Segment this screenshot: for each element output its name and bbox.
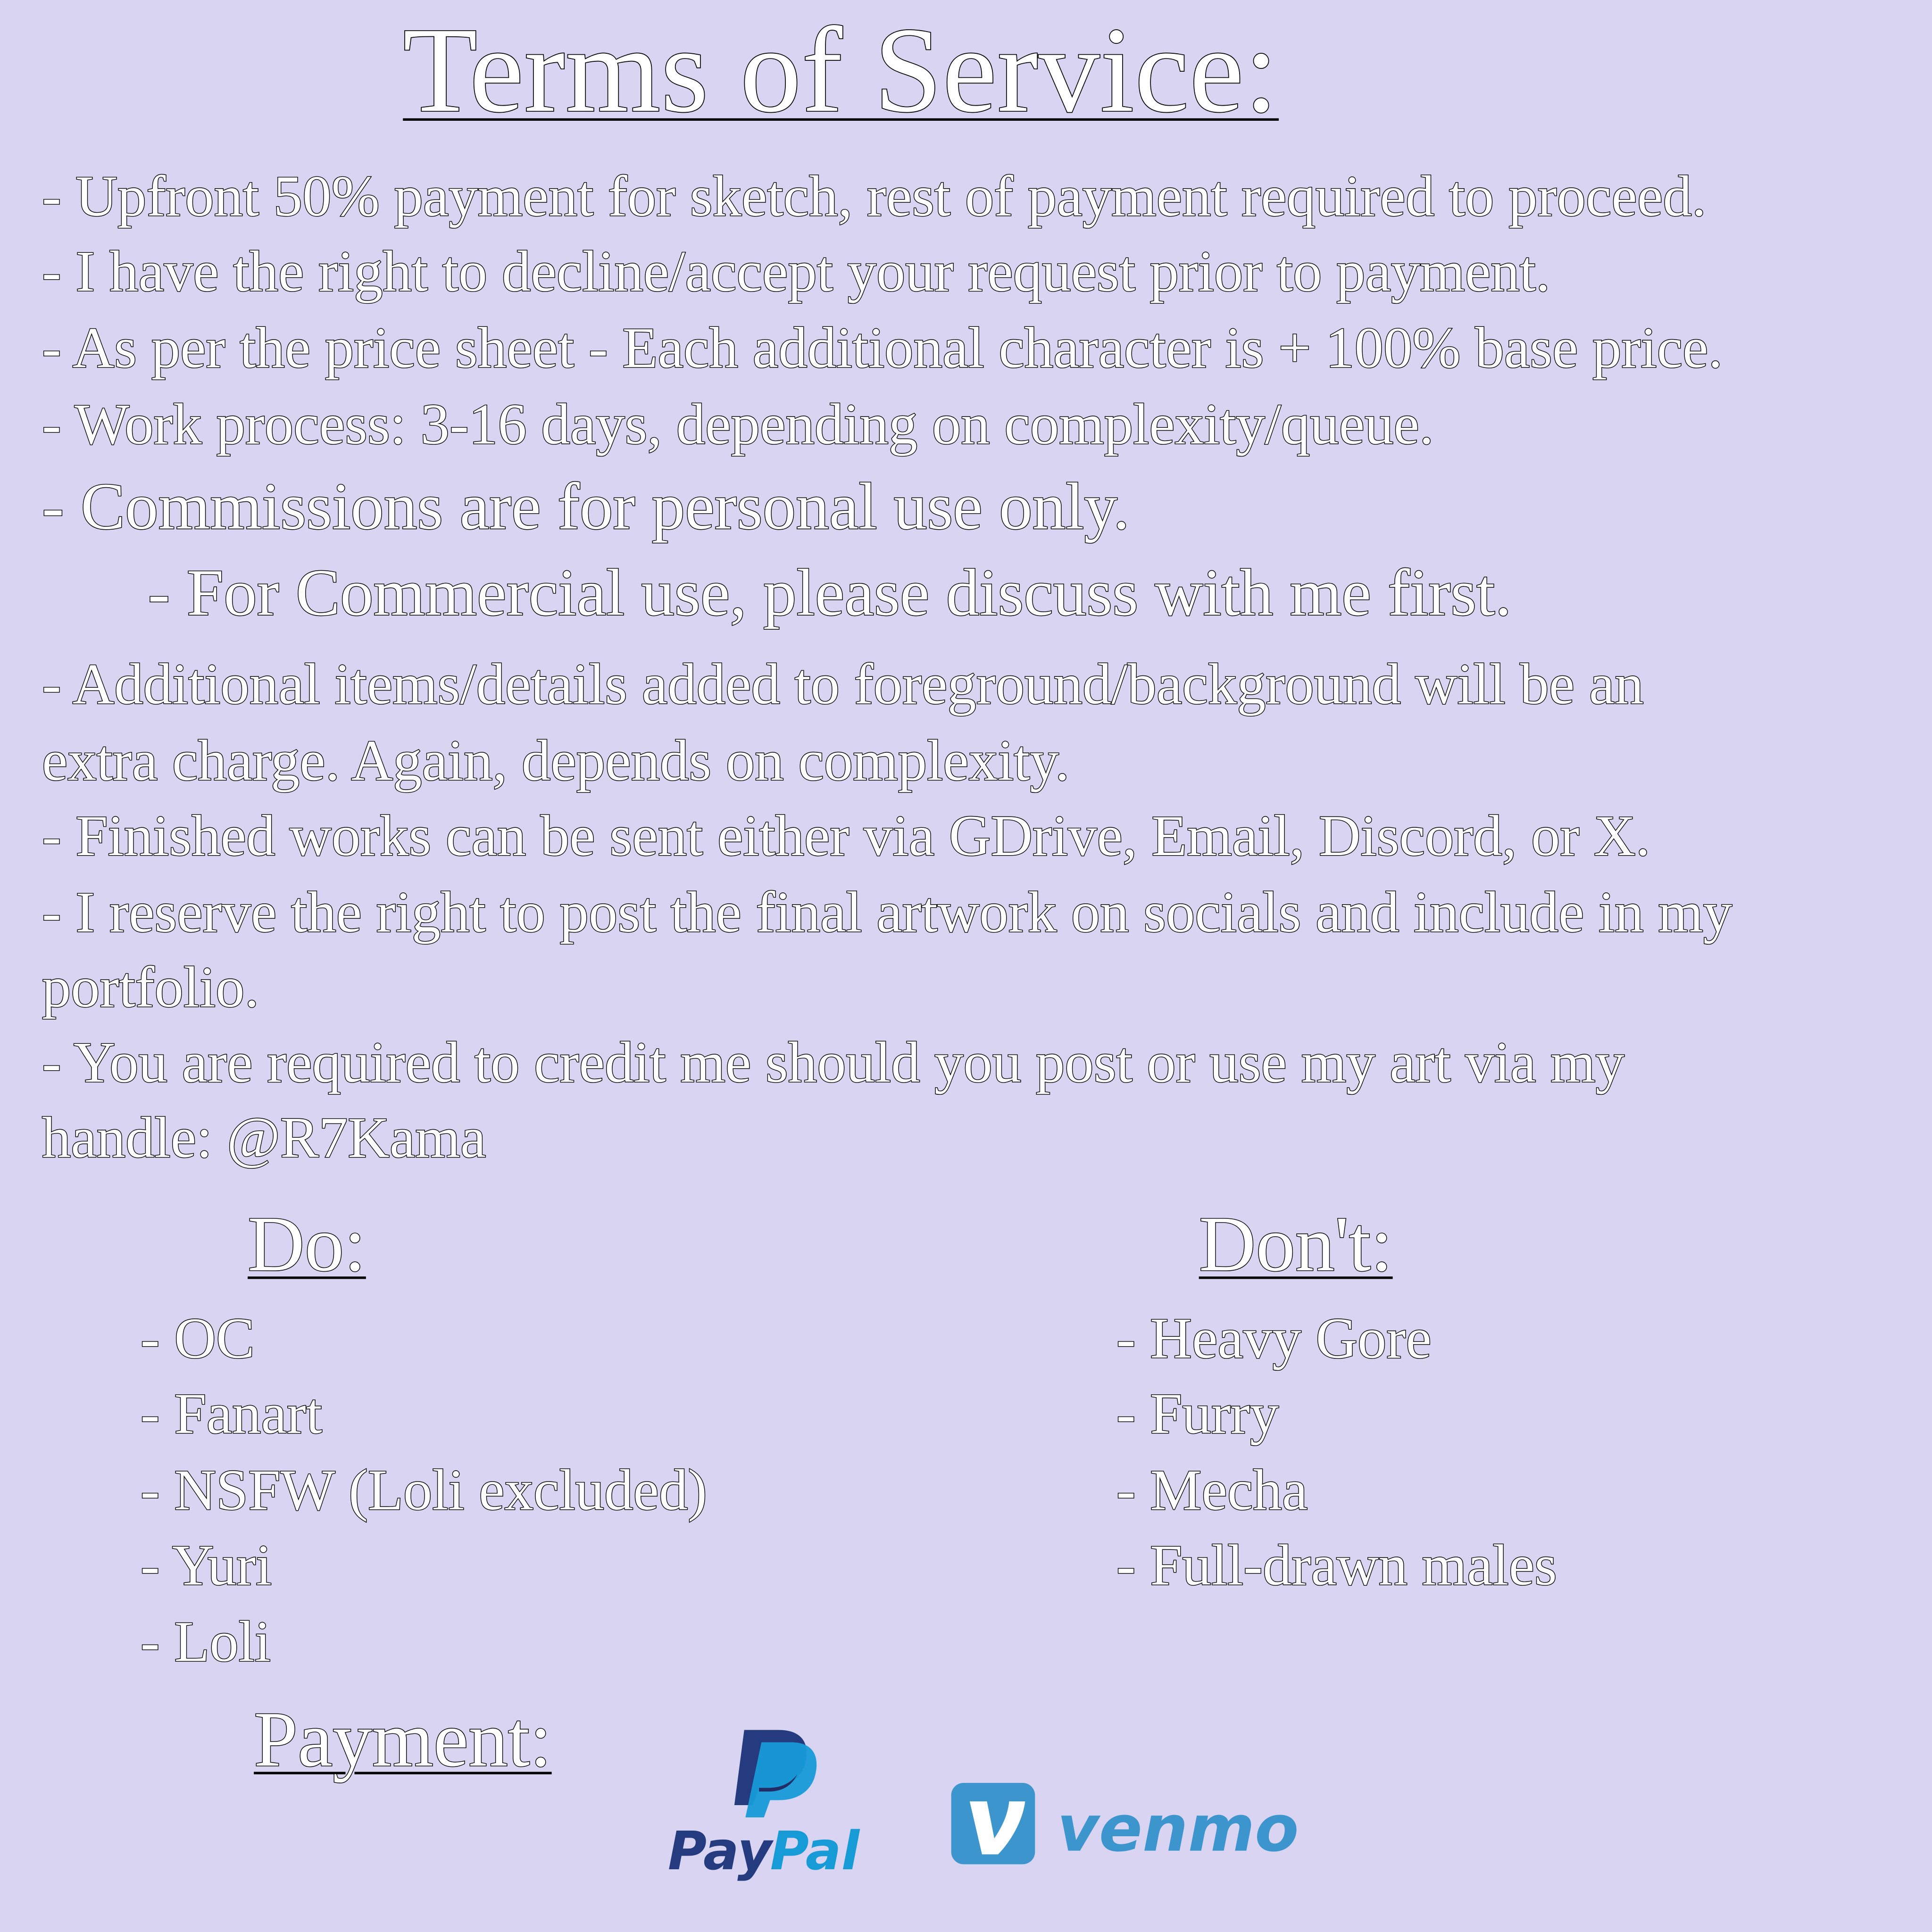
venmo-icon (949, 1781, 1306, 1879)
rule-work-process: - Work process: 3-16 days, depending on complexity/queue. (42, 393, 1434, 458)
rule-delivery: - Finished works can be sent either via GDrive, Email, Discord, or X. (42, 804, 1650, 869)
rule-additional-items: - Additional items/details added to foreground/background will be an (42, 653, 1644, 717)
dont-item-heavy-gore: - Heavy Gore (1116, 1307, 1432, 1372)
rule-portfolio-cont: portfolio. (42, 956, 259, 1020)
rule-personal-use: - Commissions are for personal use only. (42, 469, 1130, 544)
dont-item-furry: - Furry (1116, 1382, 1279, 1447)
rule-commercial-use: - For Commercial use, please discuss with me first. (148, 556, 1512, 630)
rule-additional-character: - As per the price sheet - Each additional character is + 100% base price. (42, 316, 1723, 381)
dont-heading: Don't: (1199, 1200, 1393, 1288)
do-item-fanart: - Fanart (140, 1382, 323, 1447)
do-heading: Do: (248, 1200, 366, 1288)
paypal-wordmark-pay: Pay (667, 1820, 772, 1882)
rule-decline-accept: - I have the right to decline/accept your request prior to payment. (42, 240, 1550, 305)
do-item-loli: - Loli (140, 1610, 271, 1675)
paypal-wordmark-pal: Pal (770, 1820, 860, 1882)
page-title: Terms of Service: (403, 3, 1279, 138)
venmo-logo (949, 1781, 1306, 1879)
venmo-wordmark: venmo (1057, 1791, 1299, 1866)
paypal-icon (653, 1723, 887, 1883)
rule-upfront-payment: - Upfront 50% payment for sketch, rest of payment required to proceed. (42, 165, 1707, 229)
rule-portfolio: - I reserve the right to post the final artwork on socials and include in my (42, 881, 1732, 945)
rule-credit-handle: handle: @R7Kama (42, 1106, 486, 1171)
dont-item-mecha: - Mecha (1116, 1458, 1308, 1523)
do-item-nsfw: - NSFW (Loli excluded) (140, 1458, 708, 1523)
rule-additional-items-cont: extra charge. Again, depends on complexity. (42, 729, 1070, 794)
dont-item-full-drawn-males: - Full-drawn males (1116, 1534, 1557, 1599)
paypal-logo (653, 1723, 887, 1883)
rule-credit: - You are required to credit me should you post or use my art via my (42, 1031, 1625, 1096)
do-item-oc: - OC (140, 1307, 255, 1372)
payment-heading: Payment: (254, 1695, 552, 1783)
do-item-yuri: - Yuri (140, 1534, 272, 1599)
